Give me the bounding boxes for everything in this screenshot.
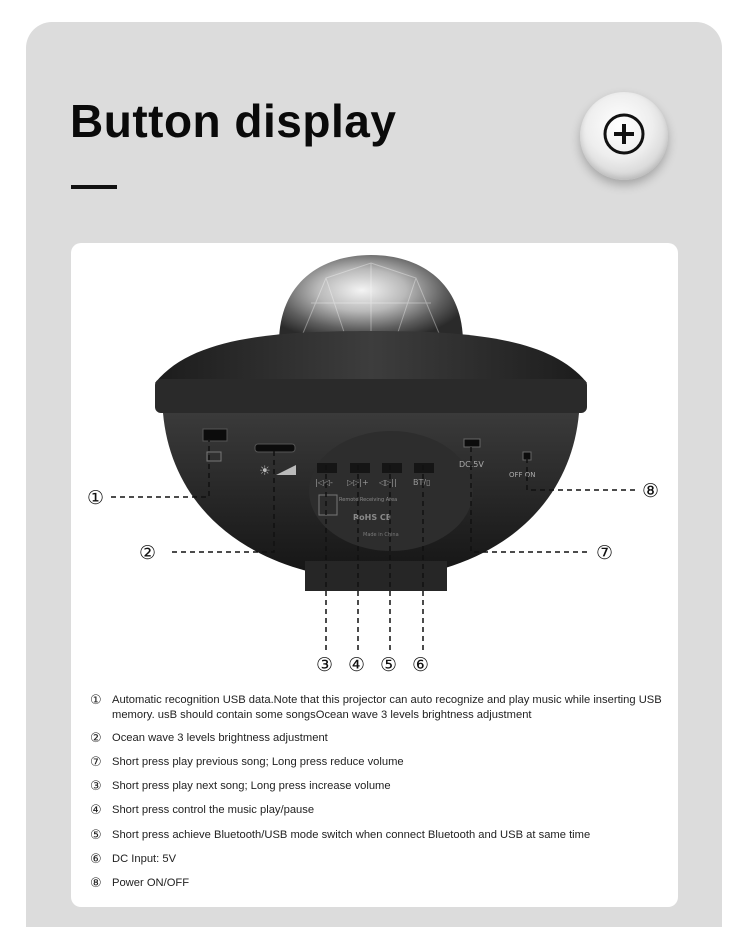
legend-number: ④	[90, 803, 102, 818]
legend-number: ③	[90, 779, 102, 794]
legend-number: ⑥	[90, 852, 102, 867]
plus-button[interactable]	[580, 92, 668, 180]
crystal-dome	[279, 255, 463, 343]
legend-number: ⑦	[90, 755, 102, 770]
list-item	[90, 876, 664, 891]
legend-text: Power ON/OFF	[112, 877, 190, 889]
svg-text:▷▷|+: ▷▷|+	[347, 478, 369, 487]
made-in-label: Made in China	[363, 532, 399, 538]
list-item	[90, 731, 664, 746]
button-panel	[309, 431, 473, 551]
svg-text:|◁◁-: |◁◁-	[315, 478, 333, 487]
list-item	[90, 803, 664, 818]
legend-text: Ocean wave 3 levels brightness adjustment	[112, 732, 328, 744]
legend-text: Automatic recognition USB data.Note that this projector can auto recognize and play music while inserting USB memory. usB should contain some songsOcean wave 3 levels brightness adjustment	[112, 694, 662, 721]
legend-number: ①	[90, 693, 102, 708]
callout-1: ①	[87, 487, 105, 509]
page-title: Button display	[70, 95, 397, 147]
svg-text:◁▷||: ◁▷||	[379, 478, 397, 487]
callout-8: ⑧	[642, 480, 660, 502]
callout-4: ④	[348, 654, 366, 676]
plus-circle-icon	[580, 92, 668, 180]
legend-text: Short press control the music play/pause	[112, 804, 315, 816]
svg-text:☀: ☀	[259, 464, 271, 479]
list-item	[90, 755, 664, 770]
callout-2: ②	[139, 542, 157, 564]
legend-text: DC Input: 5V	[112, 853, 177, 865]
list-item	[90, 828, 664, 843]
product-card	[71, 243, 678, 907]
dc-label: DC.5V	[459, 460, 484, 469]
list-item	[90, 693, 664, 723]
title-underline	[71, 185, 117, 189]
callout-3: ③	[316, 654, 334, 676]
list-item	[90, 779, 664, 794]
callout-6: ⑥	[412, 654, 430, 676]
device-rim	[155, 379, 587, 413]
legend-number: ②	[90, 731, 102, 746]
legend-text: Short press play previous song; Long press reduce volume	[112, 756, 404, 768]
remote-receiving-label: Remote Receiving Area	[339, 497, 398, 503]
callout-7: ⑦	[596, 542, 614, 564]
product-diagram	[71, 243, 678, 683]
legend-text: Short press achieve Bluetooth/USB mode switch when connect Bluetooth and USB at same time	[112, 829, 591, 841]
legend-number: ⑧	[90, 876, 102, 891]
certification-label: RoHS CE	[353, 513, 392, 522]
list-item	[90, 852, 664, 867]
callout-5: ⑤	[380, 654, 398, 676]
device-lid	[155, 331, 587, 383]
legend-text: Short press play next song; Long press increase volume	[112, 780, 391, 792]
power-label: OFF ON	[509, 471, 536, 479]
legend-number: ⑤	[90, 828, 102, 843]
svg-text:BT/▯: BT/▯	[413, 478, 431, 487]
